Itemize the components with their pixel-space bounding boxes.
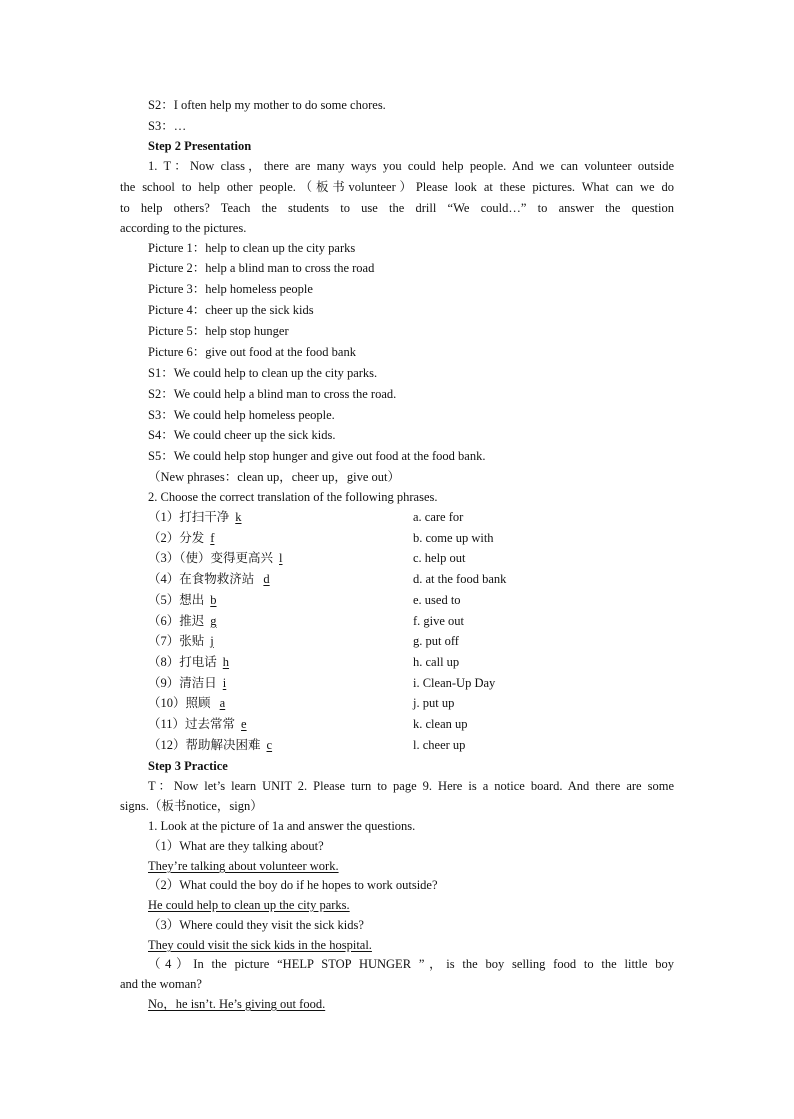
matching-option: e. used to (413, 593, 461, 607)
matching-item (148, 737, 278, 753)
matching-item (148, 695, 231, 711)
matching-item-answer: f (210, 531, 215, 545)
matching-item (148, 571, 276, 587)
matching-item-chinese: （9）清洁日 (148, 676, 217, 690)
matching-item-answer: h (222, 655, 230, 669)
paragraph-line: signs.（板书notice，sign） (120, 799, 263, 813)
matching-option: k. clean up (413, 717, 468, 731)
matching-option: c. help out (413, 551, 466, 565)
matching-item (148, 654, 235, 670)
picture-line: Picture 3：help homeless people (148, 282, 313, 296)
matching-item-answer: g (210, 614, 217, 628)
matching-item-answer: d (263, 572, 270, 586)
paragraph-line: T：Now let’s learn UNIT 2. Please turn to page 9. Here is a notice board. And there are some (148, 779, 674, 793)
matching-item-answer: l (279, 551, 283, 565)
picture-line: Picture 5：help stop hunger (148, 324, 289, 338)
question-line: （4）In the picture “HELP STOP HUNGER ”，is the boy selling food to the little boy (148, 957, 674, 971)
matching-item-answer: i (222, 676, 227, 690)
matching-option: h. call up (413, 655, 460, 669)
picture-line: Picture 1：help to clean up the city parks (148, 241, 356, 255)
student-answer-line: S2：We could help a blind man to cross the road. (148, 387, 397, 401)
matching-item (148, 509, 248, 525)
matching-item (148, 613, 223, 629)
new-phrases-note: （New phrases：clean up，cheer up，give out） (148, 470, 401, 484)
student-answer-line: S3：We could help homeless people. (148, 408, 335, 422)
question-line: （1）What are they talking about? (148, 839, 324, 853)
matching-item-answer: j (210, 634, 214, 648)
answer-line: They could visit the sick kids in the hospital. (148, 938, 372, 952)
matching-item-chinese: （8）打电话 (148, 655, 217, 669)
matching-item-chinese: （1）打扫干净 (148, 510, 230, 524)
matching-option: i. Clean-Up Day (413, 676, 496, 690)
matching-item (148, 530, 220, 546)
paragraph-line: according to the pictures. (120, 221, 247, 235)
question-line: and the woman? (120, 977, 202, 991)
dialogue-line-s2: S2：I often help my mother to do some chores. (148, 98, 386, 112)
picture-line: Picture 2：help a blind man to cross the road (148, 261, 375, 275)
matching-option: l. cheer up (413, 738, 466, 752)
matching-option: j. put up (413, 696, 455, 710)
question-line: （2）What could the boy do if he hopes to work outside? (148, 878, 438, 892)
matching-item-chinese: （6）推迟 (148, 614, 205, 628)
paragraph-line: 1. T：Now class，there are many ways you could help people. And we can volunteer outside (148, 159, 674, 173)
exercise-instruction: 1. Look at the picture of 1a and answer the questions. (148, 819, 416, 833)
matching-option: g. put off (413, 634, 459, 648)
matching-option: d. at the food bank (413, 572, 507, 586)
matching-item-answer: a (219, 696, 226, 710)
matching-item-answer: b (210, 593, 217, 607)
matching-item-chinese: （3）（使）变得更高兴 (148, 551, 274, 565)
matching-item (148, 550, 289, 566)
paragraph-line: the school to help other people.（板书volunteer）Please look at these pictures. What can we do (120, 180, 674, 194)
dialogue-line-s3: S3：… (148, 119, 187, 133)
matching-item (148, 592, 223, 608)
picture-line: Picture 4：cheer up the sick kids (148, 303, 314, 317)
exercise-instruction: 2. Choose the correct translation of the following phrases. (148, 490, 438, 504)
matching-item-chinese: （11）过去常常 (148, 717, 236, 731)
matching-item-answer: c (266, 738, 273, 752)
student-answer-line: S5：We could help stop hunger and give out food at the food bank. (148, 449, 486, 463)
matching-item (148, 633, 220, 649)
matching-item-answer: k (235, 510, 242, 524)
student-answer-line: S1：We could help to clean up the city parks. (148, 366, 378, 380)
matching-item-chinese: （2）分发 (148, 531, 205, 545)
answer-line: They’re talking about volunteer work. (148, 859, 339, 873)
matching-item-chinese: （12）帮助解决困难 (148, 738, 261, 752)
question-line: （3）Where could they visit the sick kids? (148, 918, 364, 932)
matching-item-chinese: （10）照顾 (148, 696, 214, 710)
matching-item-chinese: （7）张贴 (148, 634, 205, 648)
step-heading-practice: Step 3 Practice (148, 759, 228, 773)
picture-line: Picture 6：give out food at the food bank (148, 345, 356, 359)
matching-item (148, 716, 253, 732)
step-heading-presentation: Step 2 Presentation (148, 139, 252, 153)
matching-item-answer: e (241, 717, 247, 731)
answer-line: He could help to clean up the city parks. (148, 898, 350, 912)
paragraph-line: to help others? Teach the students to use the drill “We could…” to answer the question (120, 201, 674, 215)
matching-option: b. come up with (413, 531, 494, 545)
matching-item (148, 675, 232, 691)
matching-item-chinese: （4）在食物救济站 (148, 572, 258, 586)
student-answer-line: S4：We could cheer up the sick kids. (148, 428, 336, 442)
answer-line: No，he isn’t. He’s giving out food. (148, 997, 326, 1011)
matching-option: a. care for (413, 510, 464, 524)
matching-option: f. give out (413, 614, 465, 628)
matching-item-chinese: （5）想出 (148, 593, 205, 607)
